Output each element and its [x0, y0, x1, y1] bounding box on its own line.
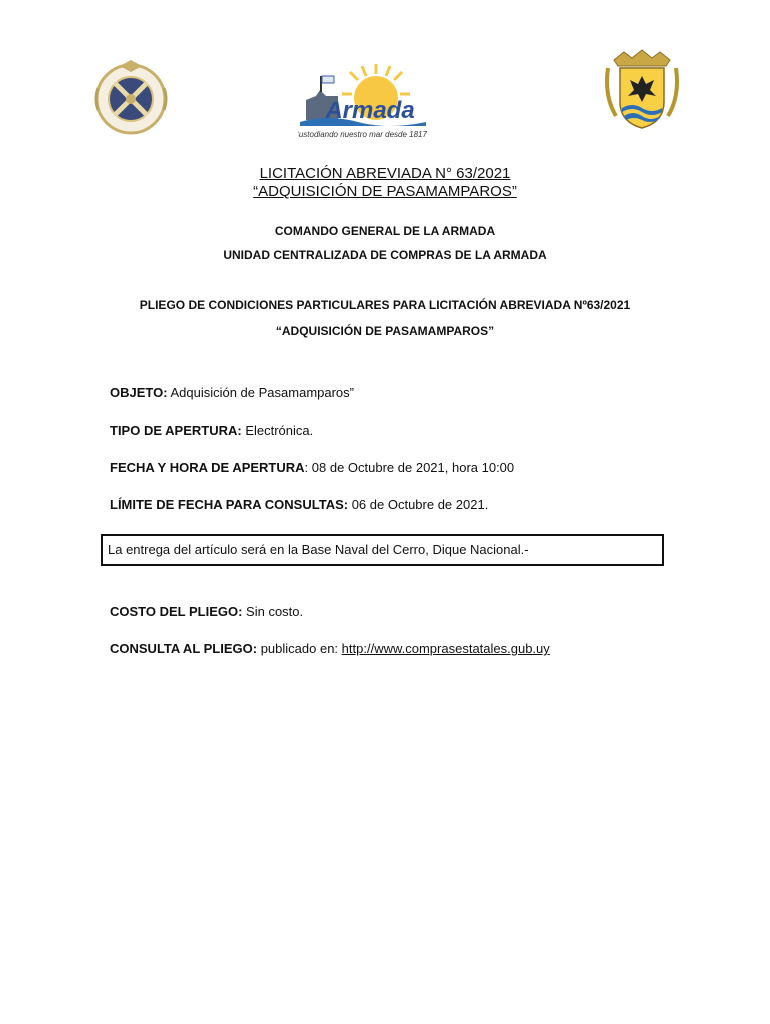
title-line-2	[0, 183, 770, 200]
title-text-2: “ADQUISICIÓN DE PASAMAMPAROS”	[253, 183, 517, 200]
crest-icon	[602, 46, 682, 132]
armada-logo	[298, 60, 428, 142]
entrega-box: La entrega del artículo será en la Base Naval del Cerro, Dique Nacional.-	[101, 534, 664, 566]
limite-consultas-value: 06 de Octubre de 2021.	[348, 497, 489, 512]
org-line-1: COMANDO GENERAL DE LA ARMADA	[274, 224, 496, 238]
limite-consultas-field	[110, 497, 488, 512]
comprasestatales-link[interactable]: http://www.comprasestatales.gub.uy	[341, 641, 550, 656]
objeto-label: OBJETO:	[110, 385, 168, 400]
pliego-line-1: PLIEGO DE CONDICIONES PARTICULARES PARA LICITACIÓN ABREVIADA Nº63/2021	[139, 298, 631, 312]
costo-pliego-label: COSTO DEL PLIEGO:	[110, 604, 243, 619]
tipo-apertura-field	[110, 423, 313, 438]
consulta-pliego-prefix: publicado en:	[257, 641, 342, 656]
consulta-pliego-label: CONSULTA AL PLIEGO:	[110, 641, 258, 656]
limite-consultas-label: LÍMITE DE FECHA PARA CONSULTAS:	[110, 497, 349, 512]
title-line-1	[0, 165, 770, 182]
costo-pliego-value: Sin costo.	[242, 604, 304, 619]
title-text-1: LICITACIÓN ABREVIADA N° 63/2021	[259, 165, 511, 182]
objeto-value: Adquisición de Pasamamparos”	[167, 385, 354, 400]
consulta-pliego-field	[110, 641, 550, 656]
pliego-line-2: “ADQUISICIÓN DE PASAMAMPAROS”	[275, 324, 495, 338]
objeto-field	[110, 385, 354, 400]
armada-logo-text: Armada	[325, 97, 415, 124]
fecha-apertura-value: : 08 de Octubre de 2021, hora 10:00	[304, 460, 515, 475]
tipo-apertura-value: Electrónica.	[241, 423, 314, 438]
costo-pliego-field	[110, 604, 303, 619]
org-line-2: UNIDAD CENTRALIZADA DE COMPRAS DE LA ARMADA	[223, 248, 547, 262]
naval-emblem-icon	[90, 58, 172, 140]
tipo-apertura-label: TIPO DE APERTURA:	[110, 423, 242, 438]
armada-logo-tagline: Custodiando nuestro mar desde 1817	[298, 130, 427, 139]
fecha-apertura-field	[110, 460, 514, 475]
fecha-apertura-label: FECHA Y HORA DE APERTURA	[110, 460, 305, 475]
